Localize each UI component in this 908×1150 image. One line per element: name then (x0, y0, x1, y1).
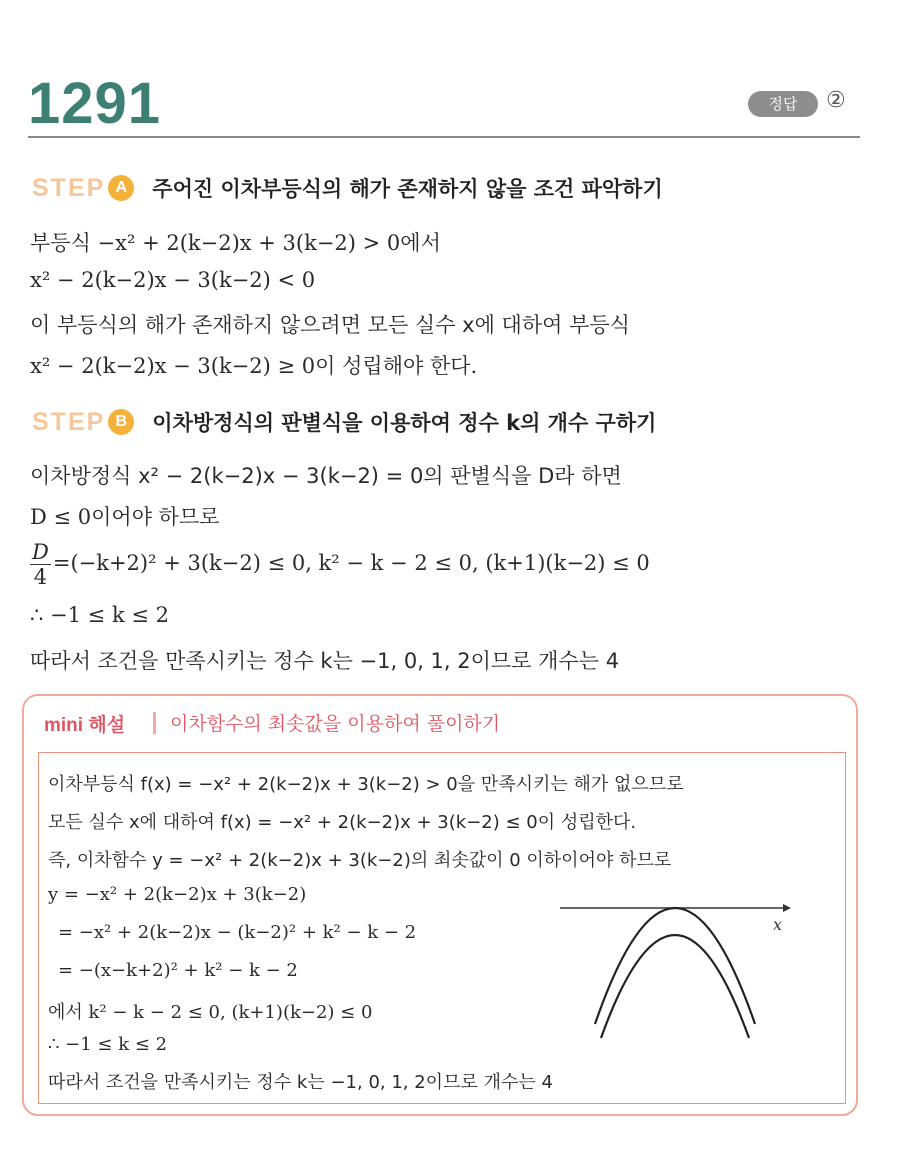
discriminant-fraction (30, 540, 51, 589)
mini-line-9: 따라서 조건을 만족시키는 정수 k는 −1, 0, 1, 2이므로 개수는 4 (48, 1072, 553, 1093)
x-axis-label: x (773, 915, 783, 934)
step-b-line-5: 따라서 조건을 만족시키는 정수 k는 −1, 0, 1, 2이므로 개수는 4 (30, 649, 620, 673)
mini-line-5: = −x² + 2(k−2)x − (k−2)² + k² − k − 2 (58, 922, 417, 943)
step-b-heading (32, 406, 656, 438)
step-b-line-1: 이차방정식 x² − 2(k−2)x − 3(k−2) = 0의 판별식을 D라 하면 (30, 464, 622, 488)
answer-value: ② (826, 88, 846, 113)
step-b-letter-badge: B (108, 409, 134, 435)
mini-separator (153, 712, 156, 734)
step-b-line-3: =(−k+2)² + 3(k−2) ≤ 0, k² − k − 2 ≤ 0, (k+1)(k−2) ≤ 0 (52, 551, 650, 575)
mini-line-8: ∴ −1 ≤ k ≤ 2 (48, 1034, 168, 1055)
mini-line-4: y = −x² + 2(k−2)x + 3(k−2) (48, 884, 307, 905)
step-b-line-4: ∴ −1 ≤ k ≤ 2 (30, 603, 169, 627)
step-a-letter-badge: A (108, 175, 134, 201)
step-b-line-2: D ≤ 0이어야 하므로 (30, 505, 220, 529)
step-b-fraction-line (30, 540, 650, 589)
step-a-line-3: 이 부등식의 해가 존재하지 않으려면 모든 실수 x에 대하여 부등식 (30, 313, 630, 337)
step-a-line-1: 부등식 −x² + 2(k−2)x + 3(k−2) > 0에서 (30, 231, 441, 255)
parabola-below-axis (601, 935, 749, 1038)
step-b-title: 이차방정식의 판별식을 이용하여 정수 k의 개수 구하기 (152, 411, 657, 435)
fraction-denominator: 4 (33, 565, 48, 589)
header-divider (28, 136, 860, 138)
parabola-touching-axis (595, 908, 755, 1024)
mini-explanation-label: mini 해설 (44, 715, 126, 736)
mini-line-3: 즉, 이차함수 y = −x² + 2(k−2)x + 3(k−2)의 최솟값이 0 이하이어야 하므로 (48, 850, 672, 871)
mini-explanation-title: 이차함수의 최솟값을 이용하여 풀이하기 (170, 713, 501, 735)
step-a-heading (32, 172, 663, 204)
mini-line-2: 모든 실수 x에 대하여 f(x) = −x² + 2(k−2)x + 3(k−2) ≤ 0이 성립한다. (48, 812, 637, 833)
step-b-label: STEP (32, 407, 106, 436)
x-axis-arrow (783, 904, 791, 912)
step-a-line-4: x² − 2(k−2)x − 3(k−2) ≥ 0이 성립해야 한다. (30, 354, 478, 378)
fraction-numerator: D (32, 540, 49, 564)
mini-line-1: 이차부등식 f(x) = −x² + 2(k−2)x + 3(k−2) > 0을 만족시키는 해가 없으므로 (48, 774, 684, 795)
mini-line-6: = −(x−k+2)² + k² − k − 2 (58, 960, 298, 981)
step-a-title: 주어진 이차부등식의 해가 존재하지 않을 조건 파악하기 (152, 177, 663, 201)
problem-number: 1291 (28, 71, 162, 136)
mini-line-7: 에서 k² − k − 2 ≤ 0, (k+1)(k−2) ≤ 0 (48, 1002, 373, 1023)
step-a-line-2: x² − 2(k−2)x − 3(k−2) < 0 (30, 268, 316, 292)
step-a-label: STEP (32, 173, 106, 202)
parabola-graph (555, 892, 795, 1042)
answer-badge: 정답 (748, 91, 818, 117)
